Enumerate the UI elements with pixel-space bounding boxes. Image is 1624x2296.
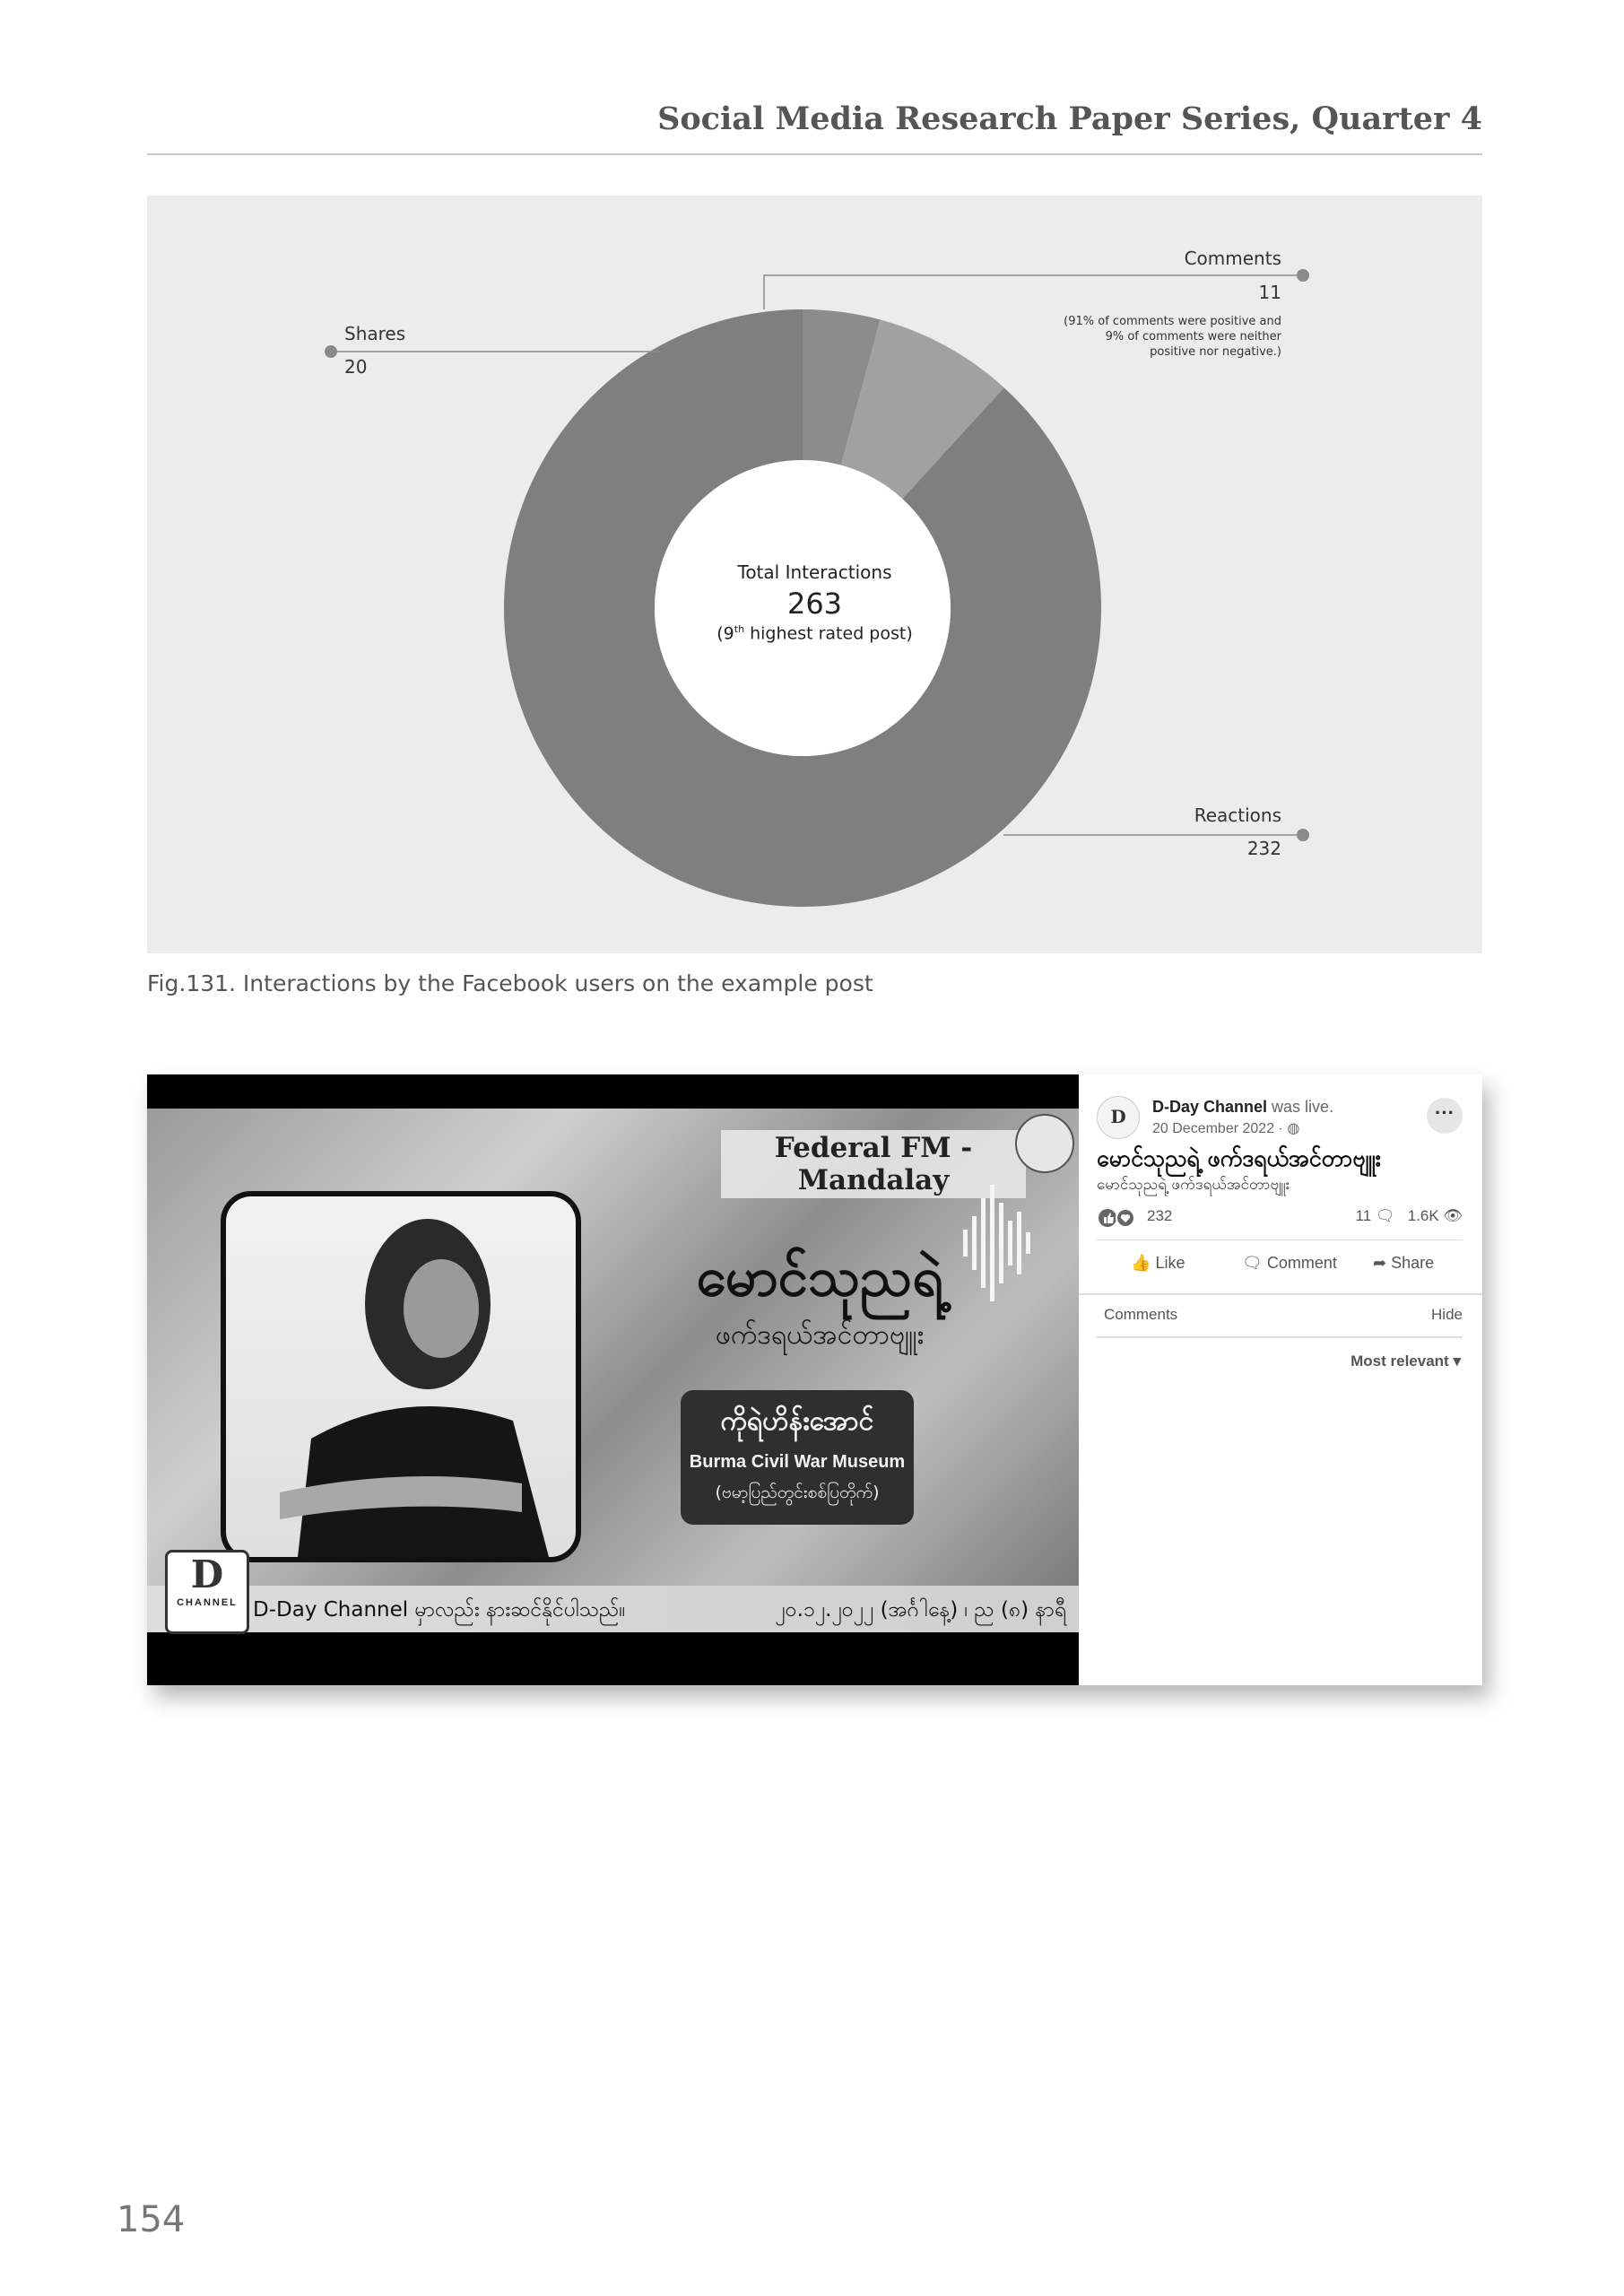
shares-label: Shares — [344, 323, 406, 344]
comment-count[interactable]: 11 — [1355, 1207, 1372, 1224]
center-rank-note: (9th highest rated post) — [716, 623, 913, 644]
figure-caption: Fig.131. Interactions by the Facebook users on the example post — [147, 970, 873, 996]
caret-down-icon: ▾ — [1453, 1352, 1461, 1370]
facebook-post-screenshot — [147, 1074, 1482, 1685]
page-number: 154 — [117, 2199, 186, 2240]
comment-bubble-icon: 🗨 — [1375, 1207, 1395, 1224]
comments-value: 11 — [1258, 282, 1281, 303]
comments-sentiment-note: (91% of comments were positive and 9% of comments were neither positive nor negative.) — [1064, 315, 1281, 359]
comment-icon: 🗨 — [1242, 1254, 1263, 1272]
share-arrow-icon: ➦ — [1373, 1254, 1387, 1272]
post-stats — [1356, 1207, 1463, 1225]
shares-value: 20 — [344, 356, 368, 378]
like-button[interactable]: 👍 Like — [1131, 1254, 1185, 1272]
video-artwork — [147, 1109, 1079, 1593]
globe-icon: ◍ — [1287, 1121, 1300, 1136]
broadcast-channel-text: D-Day Channel မှာလည်း နားဆင်နိုင်ပါသည်။ — [253, 1598, 626, 1622]
sort-comments-dropdown[interactable]: Most relevant ▾ — [1350, 1352, 1461, 1370]
d-day-channel-logo: D CHANNEL — [165, 1550, 249, 1634]
comments-label: Comments — [1184, 248, 1281, 269]
person-silhouette-icon — [226, 1196, 576, 1557]
interactions-donut-chart — [147, 196, 1482, 953]
comments-leader-dot — [1297, 269, 1309, 282]
center-total: 263 — [786, 587, 843, 621]
guest-card — [681, 1390, 914, 1525]
program-title-en: Federal FM - Mandalay — [721, 1130, 1026, 1198]
program-subtitle-mm: ဖက်ဒရယ်အင်တာဗျူး — [715, 1319, 925, 1351]
header-rule — [147, 153, 1482, 155]
live-video-frame[interactable] — [147, 1074, 1079, 1685]
reactions-value: 232 — [1246, 838, 1281, 859]
guest-organization: Burma Civil War Museum — [689, 1452, 906, 1472]
view-count: 1.6K — [1407, 1207, 1439, 1224]
hide-comments-link[interactable]: Hide — [1431, 1306, 1463, 1323]
running-header: Social Media Research Paper Series, Quarter 4 — [657, 100, 1482, 137]
center-label: Total Interactions — [737, 561, 892, 583]
comments-heading: Comments — [1104, 1306, 1178, 1323]
facebook-post-panel — [1079, 1074, 1482, 1685]
post-title: မောင်သုညရဲ့ ဖက်ဒရယ်အင်တာဗျူး — [1097, 1145, 1382, 1171]
post-date[interactable]: 20 December 2022 · ◍ — [1152, 1121, 1300, 1136]
station-logo-icon — [1015, 1114, 1074, 1173]
audio-wave-icon — [961, 1180, 1033, 1306]
guest-portrait — [221, 1191, 581, 1562]
more-options-icon[interactable]: ··· — [1427, 1098, 1463, 1134]
page-name-link[interactable]: D-Day Channel — [1152, 1098, 1268, 1116]
thumbs-up-icon: 👍 — [1131, 1254, 1151, 1272]
comments-leader-line — [764, 275, 1303, 309]
post-subtitle: မောင်သုညရဲ့ ဖက်ဒရယ်အင်တာဗျူး — [1097, 1176, 1290, 1194]
comment-button[interactable]: 🗨 Comment — [1242, 1254, 1337, 1272]
reactions-label: Reactions — [1194, 804, 1281, 826]
guest-name: ကိုရဲဟိန်းအောင် — [720, 1405, 874, 1437]
broadcast-datetime-text: ၂၀.၁၂.၂၀၂၂ (အင်္ဂါနေ့) ၊ ည (၈) နာရီ — [775, 1598, 1066, 1622]
shares-leader-dot — [325, 345, 337, 358]
guest-organization-mm: (ဗမာ့ပြည်တွင်းစစ်ပြတိုက်) — [715, 1483, 880, 1502]
like-love-reaction-icon[interactable] — [1097, 1207, 1140, 1229]
eye-icon: 👁 — [1443, 1207, 1463, 1224]
reactions-leader-dot — [1297, 829, 1309, 841]
share-button[interactable]: ➦ Share — [1373, 1254, 1435, 1272]
program-title-mm: မောင်သုညရဲ့ — [696, 1246, 943, 1309]
reaction-count[interactable]: 232 — [1147, 1207, 1173, 1224]
page-avatar[interactable]: D — [1097, 1096, 1140, 1139]
post-author: D-Day Channel was live. — [1152, 1098, 1334, 1116]
